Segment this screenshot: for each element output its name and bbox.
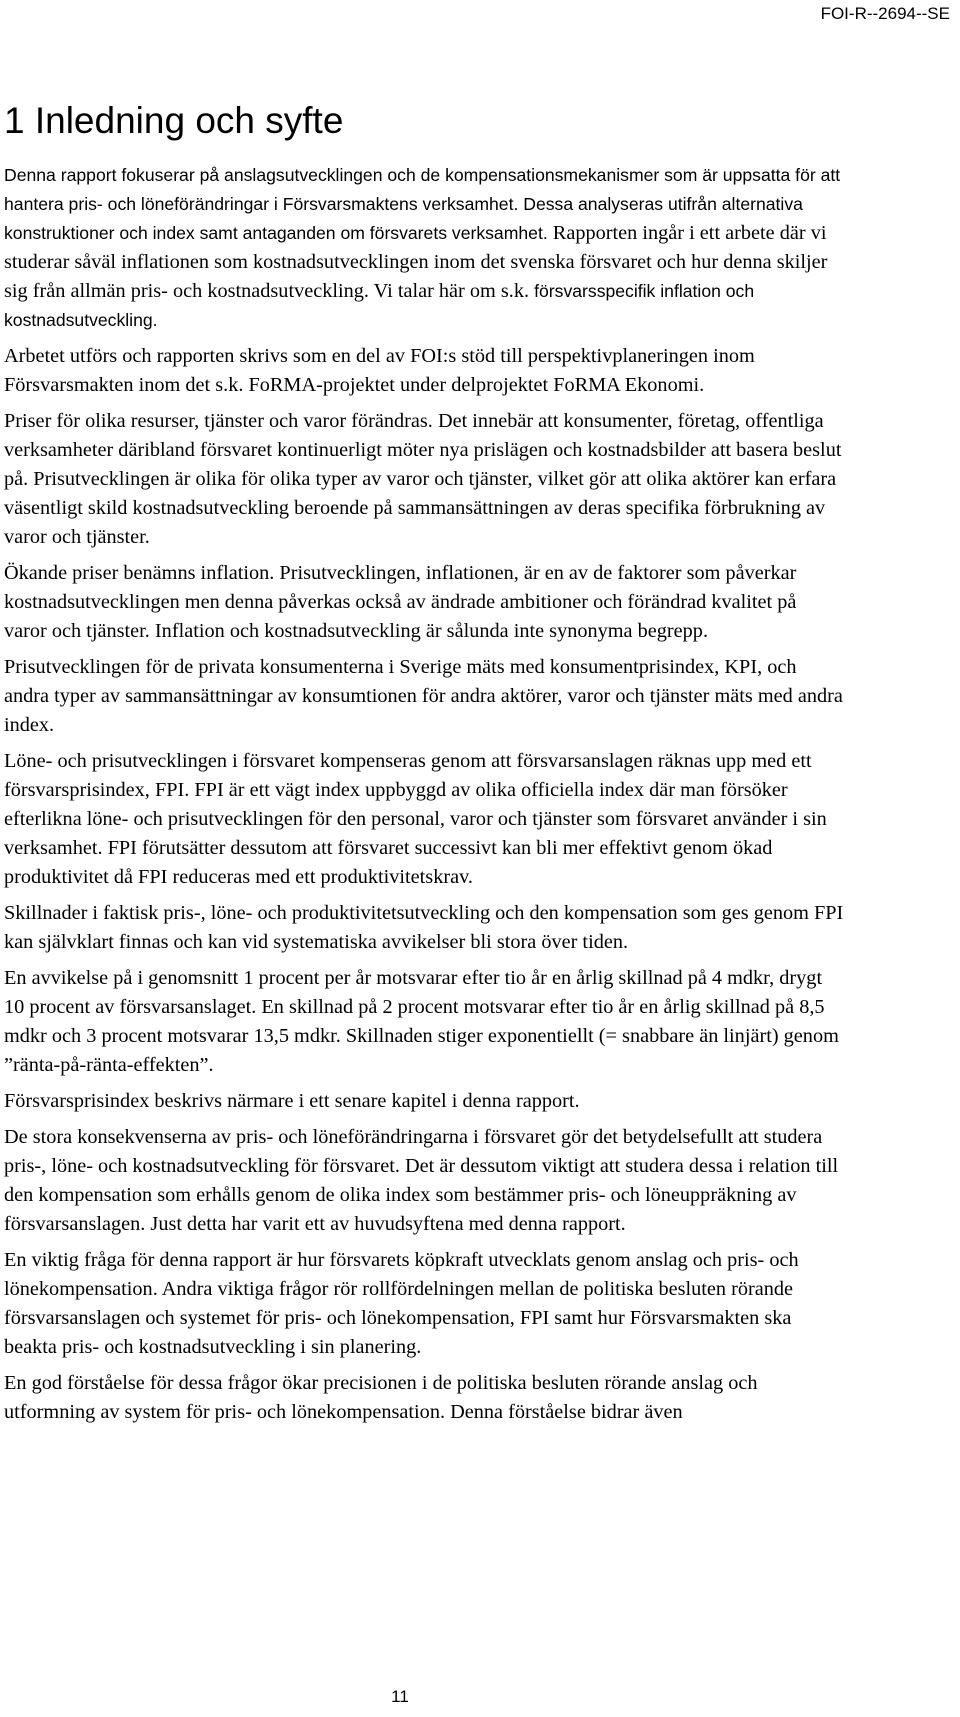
paragraph-understanding: En god förståelse för dessa frågor ökar precisionen i de politiska besluten rörande anslag och utformning av system för pris- och lönekompensation. Denna förståelse bidrar även bbox=[4, 1372, 758, 1423]
section-heading: 1 Inledning och syfte bbox=[4, 100, 344, 141]
paragraph-intro-part-4: kostnadsutveckling. bbox=[4, 310, 158, 330]
paragraph-intro-part-3: försvarsspecifik inflation och bbox=[534, 281, 755, 301]
paragraph-intro-part-1: Denna rapport fokuserar på anslagsutvecklingen och de kompensationsmekanismer som är uppsatta för att hantera pris- och löneförändringar i Försvarsmaktens verksamhet. Dessa analyseras utifrån alternativa konstruktioner och index samt antaganden om försvarets verksamhet. bbox=[4, 165, 841, 243]
paragraph-intro-part-2: Rapporten ingår i ett arbete där vi studerar såväl inflationen som kostnadsutvecklingen inom det svenska försvaret och hur denna skiljer sig från allmän pris- och kostnadsutveckling. Vi talar här om s.k. bbox=[4, 222, 828, 302]
paragraph-intro bbox=[4, 161, 844, 335]
body-text bbox=[4, 161, 844, 1434]
paragraph-inflation: Ökande priser benämns inflation. Prisutvecklingen, inflationen, är en av de faktorer som påverkar kostnadsutvecklingen men denna påverkas också av ändrade ambitioner och förändrad kvalitet på varor och tjänster. Inflation och kostnadsutveckling är sålunda inte synonyma begrepp. bbox=[4, 562, 797, 642]
paragraph-differences: Skillnader i faktisk pris-, löne- och produktivitetsutveckling och den kompensation som ges genom FPI kan självklart finnas och kan vid systematiska avvikelser bli stora över tiden. bbox=[4, 902, 844, 953]
paragraph-prices: Priser för olika resurser, tjänster och varor förändras. Det innebär att konsumenter, företag, offentliga verksamheter däribland försvaret kontinuerligt möter nya prislägen och kostnadsbilder att basera beslut på. Prisutvecklingen är olika för olika typer av varor och tjänster, vilket gör att olika aktörer kan erfara väsentligt skild kostnadsutveckling beroende på sammansättningen av deras specifika förbrukning av varor och tjänster. bbox=[4, 410, 842, 548]
page-number: 11 bbox=[391, 1687, 409, 1706]
paragraph-questions: En viktig fråga för denna rapport är hur försvarets köpkraft utvecklats genom anslag och pris- och lönekompensation. Andra viktiga frågor rör rollfördelningen mellan de politiska besluten rörande försvarsanslagen och systemet för pris- och lönekompensation, FPI samt hur Försvarsmakten ska beakta pris- och kostnadsutveckling i sin planering. bbox=[4, 1249, 799, 1358]
paragraph-kpi: Prisutvecklingen för de privata konsumenterna i Sverige mäts med konsumentprisindex, KPI, och andra typer av sammansättningar av konsumtionen för andra aktörer, varor och tjänster mäts med andra index. bbox=[4, 656, 843, 736]
report-code: FOI-R--2694--SE bbox=[820, 4, 950, 23]
paragraph-forma: Arbetet utförs och rapporten skrivs som en del av FOI:s stöd till perspektivplaneringen inom Försvarsmakten inom det s.k. FoRMA-projektet under delprojektet FoRMA Ekonomi. bbox=[4, 345, 755, 396]
paragraph-fpi-reference: Försvarsprisindex beskrivs närmare i ett senare kapitel i denna rapport. bbox=[4, 1090, 580, 1112]
paragraph-consequences: De stora konsekvenserna av pris- och löneförändringarna i försvaret gör det betydelsefullt att studera pris-, löne- och kostnadsutveckling för försvaret. Det är dessutom viktigt att studera dessa i relation till den kompensation som erhålls genom de olika index som bestämmer pris- och löneuppräkning av försvarsanslagen. Just detta har varit ett av huvudsyftena med denna rapport. bbox=[4, 1126, 839, 1235]
paragraph-deviation: En avvikelse på i genomsnitt 1 procent per år motsvarar efter tio år en årlig skillnad på 4 mdkr, drygt 10 procent av försvarsanslaget. En skillnad på 2 procent motsvarar efter tio år en årlig skillnad på 8,5 mdkr och 3 procent motsvarar 13,5 mdkr. Skillnaden stiger exponentiellt (= snabbare än linjärt) genom ”ränta-på-ränta-effekten”. bbox=[4, 967, 839, 1076]
paragraph-fpi: Löne- och prisutvecklingen i försvaret kompenseras genom att försvarsanslagen räknas upp med ett försvarsprisindex, FPI. FPI är ett vägt index uppbyggd av olika officiella index där man försöker efterlikna löne- och prisutvecklingen för den personal, varor och tjänster som försvaret använder i sin verksamhet. FPI förutsätter dessutom att försvaret successivt kan bli mer effektivt genom ökad produktivitet då FPI reduceras med ett produktivitetskrav. bbox=[4, 750, 827, 888]
